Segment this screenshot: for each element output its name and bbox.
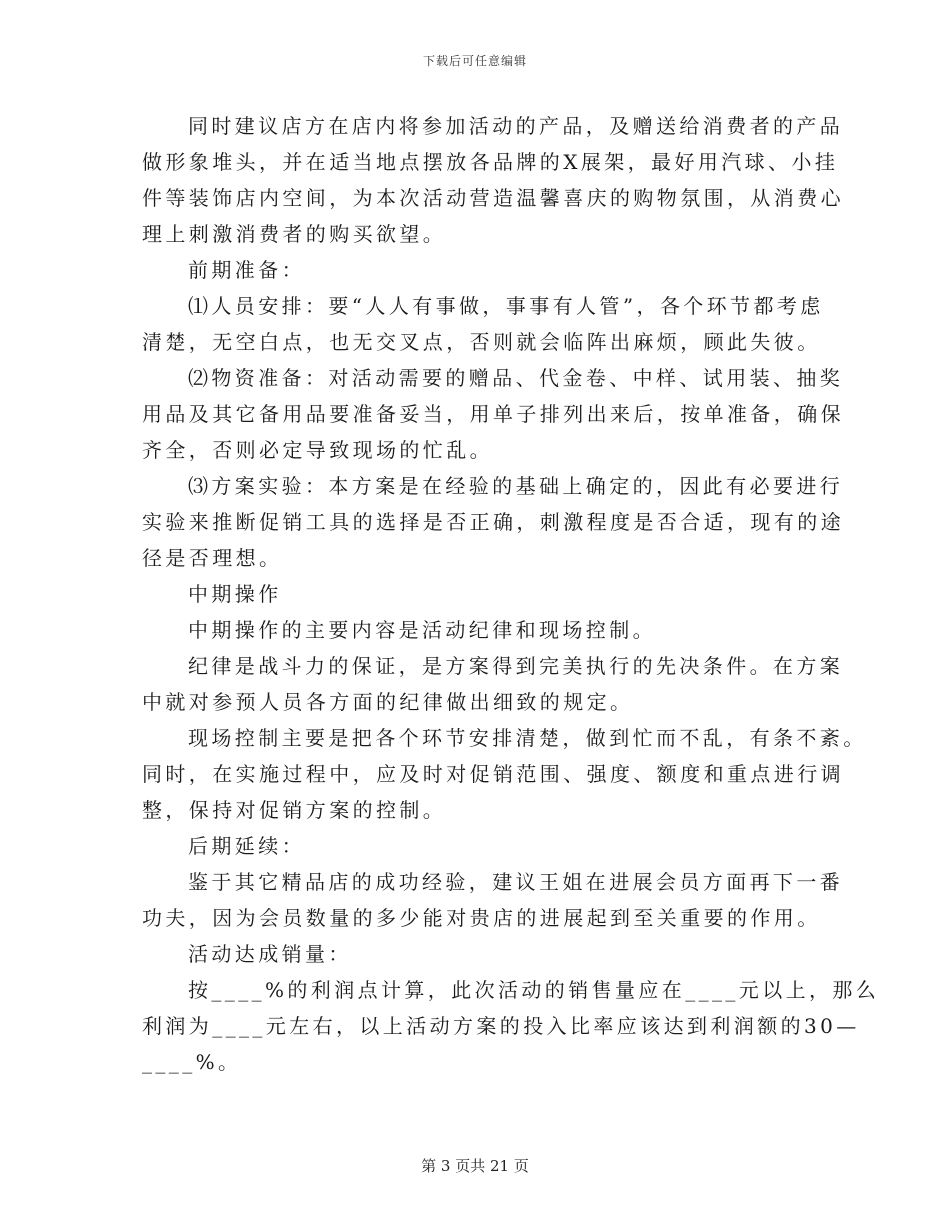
text-line: ⑵物资准备：对活动需要的赠品、代金卷、中样、试用装、抽奖 [188, 366, 844, 390]
text-line: 后期延续： [188, 834, 305, 858]
text-line: ____%。 [142, 1050, 242, 1074]
text-line: 同时，在实施过程中，应及时对促销范围、强度、额度和重点进行调 [142, 762, 844, 786]
text-line: 同时建议店方在店内将参加活动的产品，及赠送给消费者的产品 [188, 114, 844, 138]
text-line: 中期操作 [188, 582, 282, 606]
text-line: 利润为____元左右，以上活动方案的投入比率应该达到利润额的30— [142, 1014, 860, 1038]
text-line: 理上刺激消费者的购买欲望。 [142, 222, 447, 246]
text-line: 实验来推断促销工具的选择是否正确，刺激程度是否合适，现有的途 [142, 510, 844, 534]
text-line: 用品及其它备用品要准备妥当，用单子排列出来后，按单准备，确保 [142, 402, 844, 426]
text-line: 现场控制主要是把各个环节安排清楚，做到忙而不乱，有条不紊。 [188, 726, 867, 750]
text-line: 件等装饰店内空间，为本次活动营造温馨喜庆的购物氛围，从消费心 [142, 186, 844, 210]
text-line: 做形象堆头，并在适当地点摆放各品牌的X展架，最好用汽球、小挂 [142, 150, 839, 174]
text-line: 前期准备： [188, 258, 305, 282]
text-line: 中期操作的主要内容是活动纪律和现场控制。 [188, 618, 656, 642]
text-line: 径是否理想。 [142, 546, 283, 570]
text-line: 整，保持对促销方案的控制。 [142, 798, 447, 822]
text-line: 活动达成销量： [188, 942, 352, 966]
text-line: 按____%的利润点计算，此次活动的销售量应在____元以上，那么 [188, 978, 880, 1002]
page-footer: 第 3 页共 21 页 [421, 1157, 529, 1175]
page-header: 下载后可任意编辑 [422, 54, 527, 68]
text-line: 齐全，否则必定导致现场的忙乱。 [142, 438, 493, 462]
text-line: 清楚，无空白点，也无交叉点，否则就会临阵出麻烦，顾此失彼。 [142, 330, 821, 354]
text-line: ⑴人员安排：要“人人有事做，事事有人管”，各个环节都考虑 [188, 294, 824, 318]
text-line: ⑶方案实验：本方案是在经验的基础上确定的，因此有必要进行 [188, 474, 844, 498]
document-body [142, 108, 880, 1080]
text-line: 纪律是战斗力的保证，是方案得到完美执行的先决条件。在方案 [188, 654, 844, 678]
text-line: 功夫，因为会员数量的多少能对贵店的进展起到至关重要的作用。 [142, 906, 821, 930]
text-line: 鉴于其它精品店的成功经验，建议王姐在进展会员方面再下一番 [188, 870, 844, 894]
text-line: 中就对参预人员各方面的纪律做出细致的规定。 [142, 690, 634, 714]
